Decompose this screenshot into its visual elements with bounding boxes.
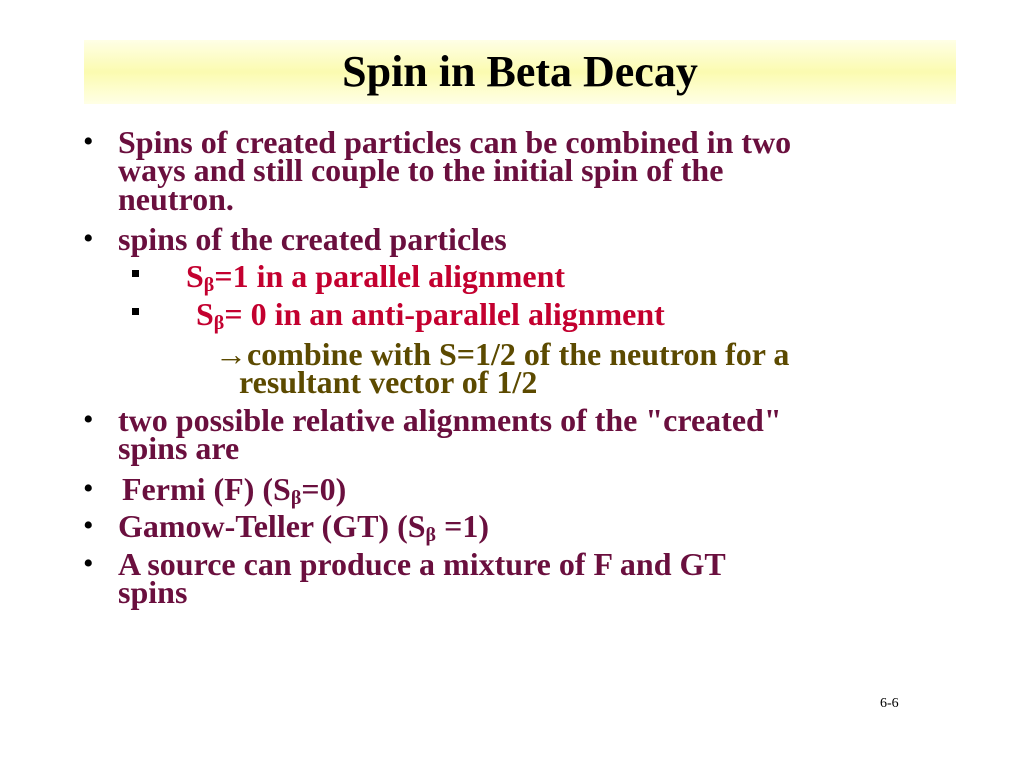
square-bullet-icon [132,308,139,315]
fermi-prefix: Fermi (F) (S [122,471,291,507]
sub-bullet-1-prefix: S [186,258,204,294]
bullet-dot: • [83,509,94,542]
gt-suffix: =1) [436,508,489,544]
fermi-subscript: β [290,487,302,509]
sub-bullet-2-subscript: β [213,312,225,334]
bullet-dot: • [83,547,94,580]
bullet-dot: • [83,125,94,158]
note-line-2: resultant vector of 1/2 [239,364,538,400]
sub-bullet-1-suffix: =1 in a parallel alignment [214,258,566,294]
gt-prefix: Gamow-Teller (GT) (S [118,508,426,544]
sub-bullet-2 [196,296,665,334]
sub-bullet-1-subscript: β [203,274,215,296]
bullet-6-line-2: spins [118,574,188,610]
bullet-dot: • [83,403,94,436]
bullet-dot: • [83,472,94,505]
note-text-1: combine with S=1/2 of the neutron for a [247,336,790,372]
fermi-suffix: =0) [301,471,347,507]
bullet-dot: • [83,222,94,255]
bullet-2-line-1: spins of the created particles [118,221,507,257]
sub-bullet-1 [186,258,566,296]
bullet-3-line-1: two possible relative alignments of the "created" [118,402,782,438]
bullet-6-line-1: A source can produce a mixture of F and GT [118,546,726,582]
right-arrow-icon: → [215,336,247,372]
bullet-1-line-1: Spins of created particles can be combined in two [118,124,792,160]
gt-subscript: β [425,524,437,546]
bullet-1-line-2: ways and still couple to the initial spin of the [118,152,724,188]
bullet-3-line-2: spins are [118,430,240,466]
bullet-gamow-teller [118,508,489,546]
slide-title: Spin in Beta Decay [342,47,698,96]
page-number: 6-6 [880,696,899,711]
bullet-fermi [122,471,347,509]
sub-bullet-2-suffix: = 0 in an anti-parallel alignment [224,296,665,332]
sub-bullet-2-prefix: S [196,296,214,332]
square-bullet-icon [132,270,139,277]
bullet-1-line-3: neutron. [118,181,234,217]
